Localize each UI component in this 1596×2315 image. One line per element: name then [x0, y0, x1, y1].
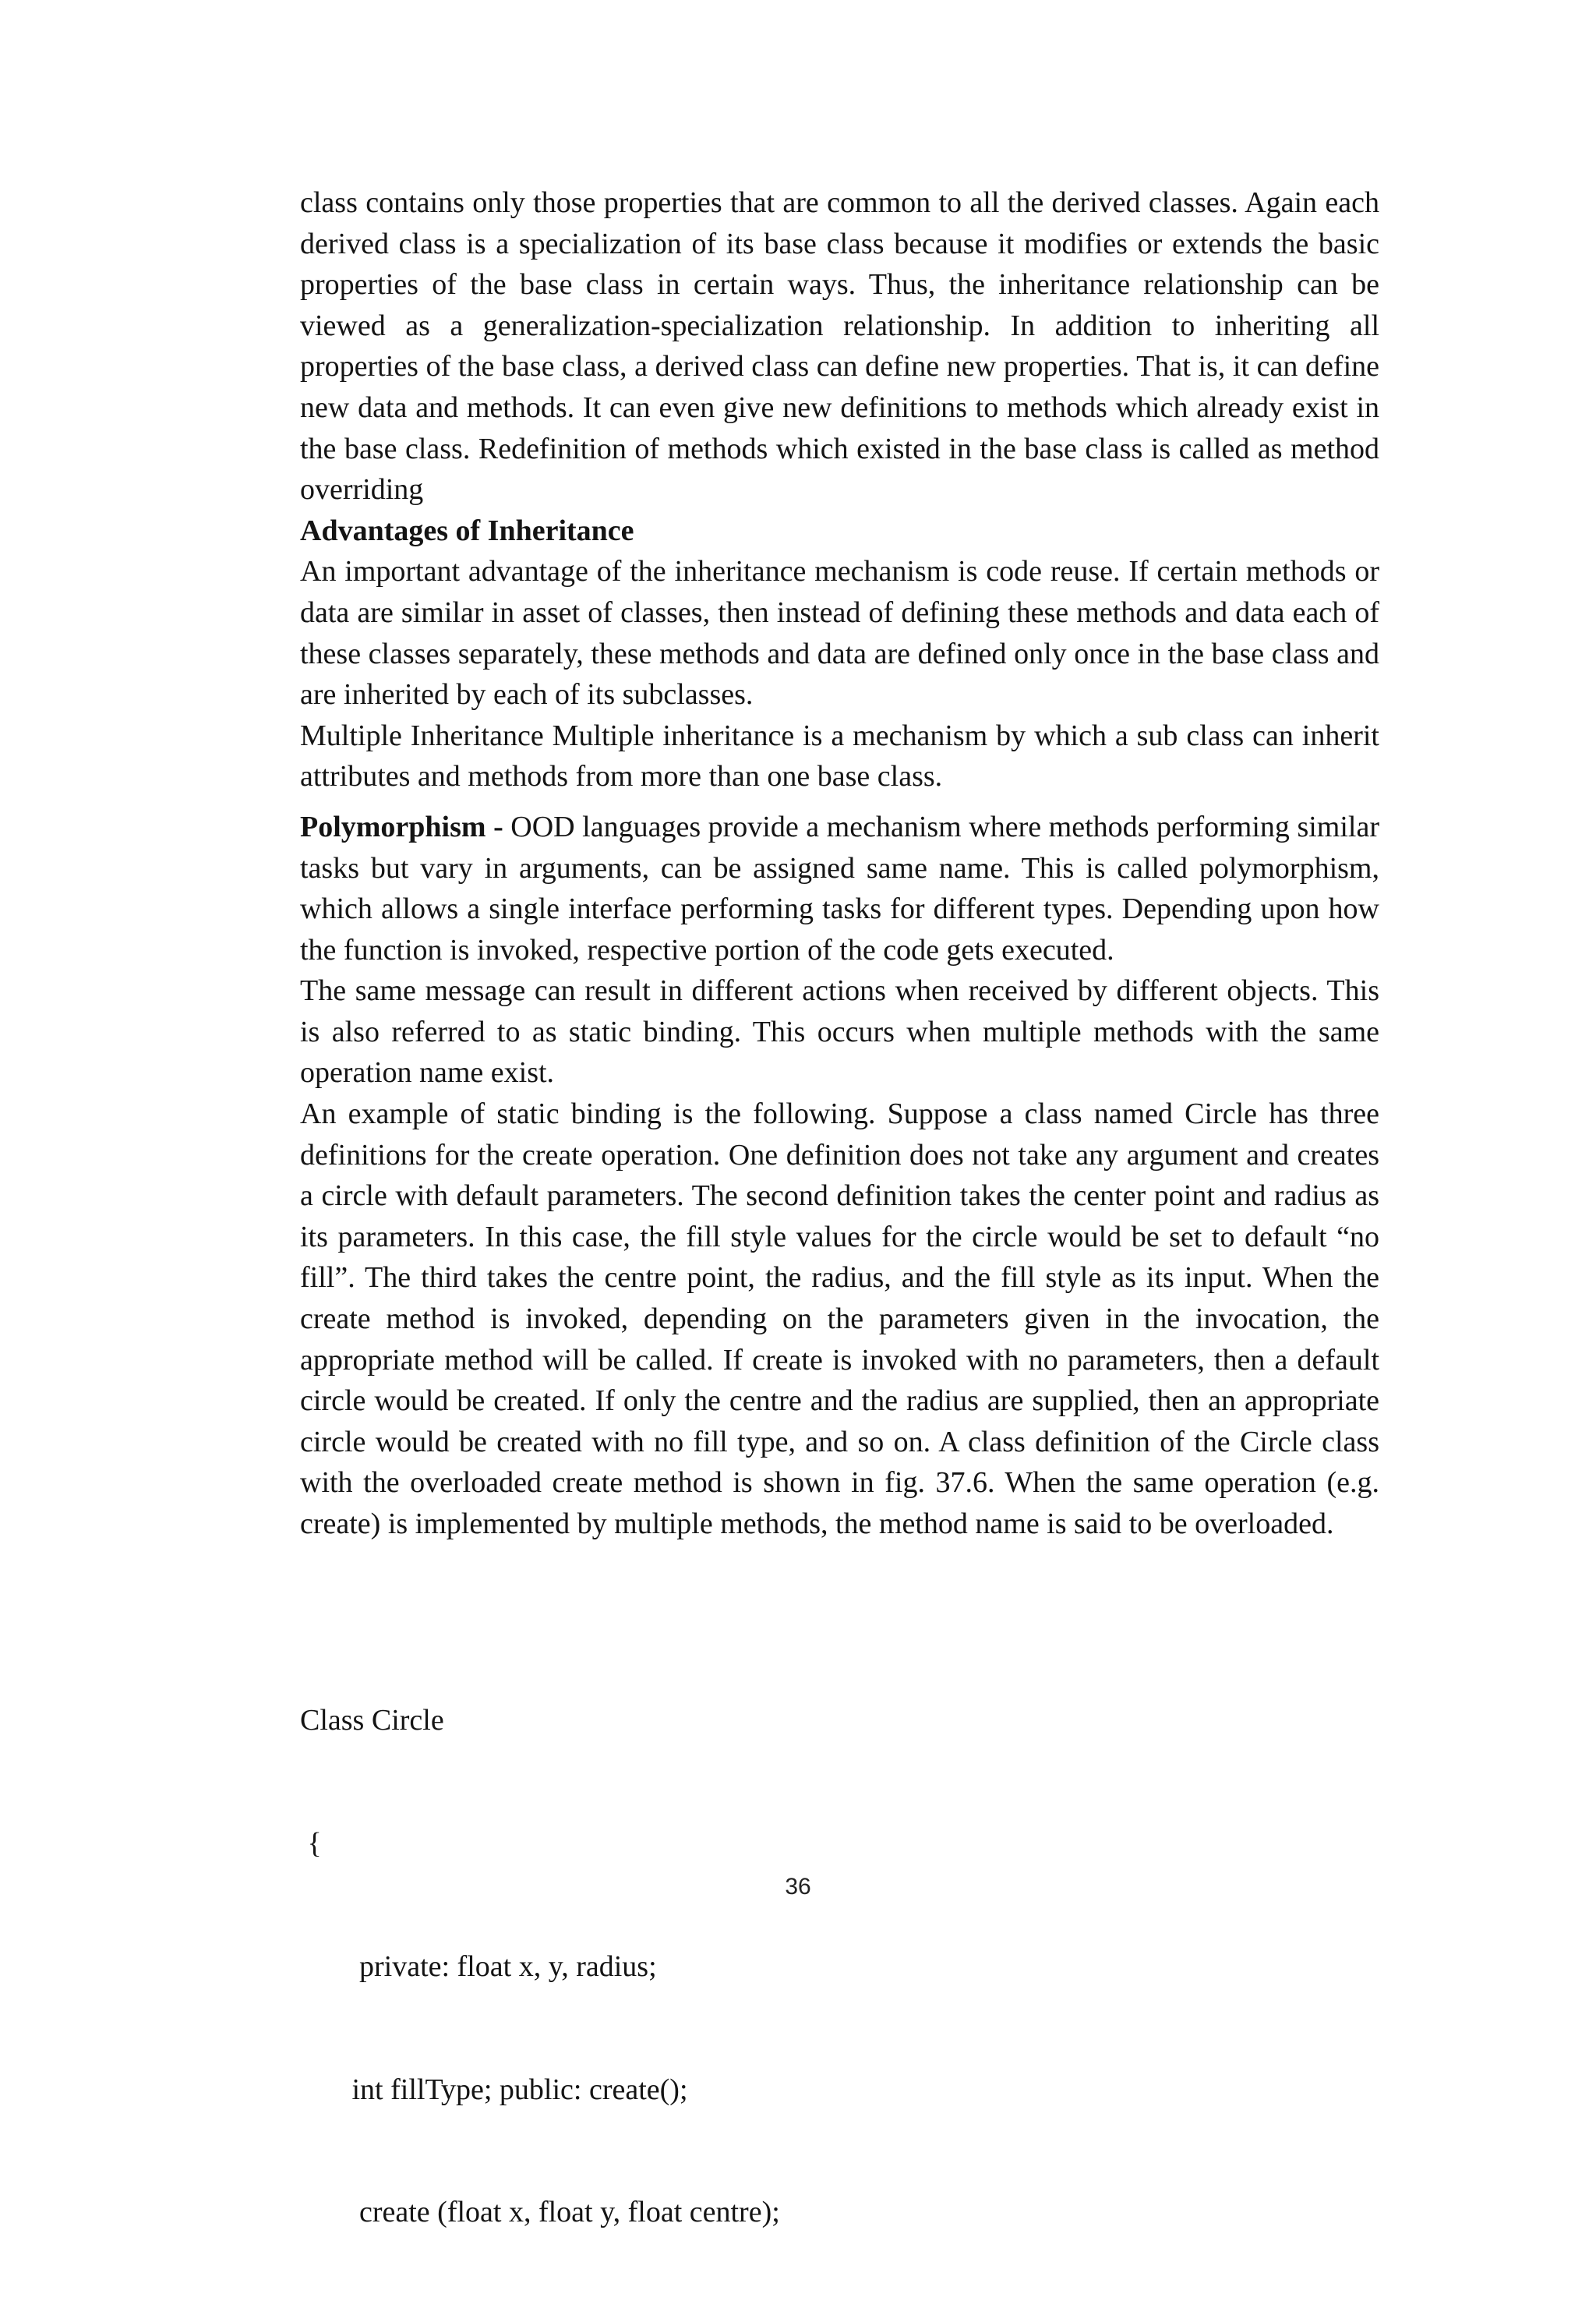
code-line: int fillType; public: create();: [300, 2073, 688, 2106]
bullet-multiple-inheritance: [300, 716, 1379, 797]
advantages-paragraph: An important advantage of the inheritance mechanism is code reuse. If certain methods or data are similar in asset of classes, then instead of defining these methods and data each of these classes separately, these methods and data are defined only once in the base class and are inherited by each of its subclasses.: [300, 555, 1379, 712]
bullet-text: [300, 807, 1379, 970]
bullet-body: OOD languages provide a mechanism where methods performing similar tasks but vary in arguments, can be assigned same name. This is called polymorphism, which allows a single interface performing tasks for different types. Depending upon how the function is invoked, respective portion of the code gets executed.: [300, 810, 1379, 967]
code-line: private: float x, y, radius;: [300, 1949, 657, 1983]
body-text: [300, 182, 1379, 1545]
page-number: 36: [785, 1874, 811, 1900]
code-line: create (float x, float y, float centre);: [300, 2196, 780, 2229]
bullet-lead: Polymorphism -: [300, 810, 511, 843]
example-paragraph: An example of static binding is the following. Suppose a class named Circle has three definitions for the create operation. One definition does not take any argument and creates a circle with default parameters. The second definition takes the center point and radius as its parameters. In this case, the fill style values for the circle would be set to default “no fill”. The third takes the centre point, the radius, and the fill style as its input. When the create method is invoked, depending on the parameters given in the invocation, the appropriate method will be called. If create is invoked with no parameters, then a default circle would be created. If only the centre and the radius are supplied, then an appropriate circle would be created with no fill type, and so on. A class definition of the Circle class with the overloaded create method is shown in fig. 37.6. When the same operation (e.g. create) is implemented by multiple methods, the method name is said to be overloaded.: [300, 1097, 1379, 1540]
intro-paragraph: class contains only those properties that are common to all the derived classes. Again each derived class is a specialization of its base class because it modifies or extends the basic properties of the base class in certain ways. Thus, the inheritance relationship can be viewed as a generalization-specialization relationship. In addition to inheriting all properties of the base class, a derived class can define new properties. That is, it can define new data and methods. It can even give new definitions to methods which already exist in the base class. Redefinition of methods which existed in the base class is called as method overriding: [300, 186, 1379, 507]
code-line: Class Circle: [300, 1704, 444, 1737]
advantages-heading: Advantages of Inheritance: [300, 514, 634, 547]
static-binding-paragraph: The same message can result in different actions when received by different objects. This is also referred to as static binding. This occurs when multiple methods with the same operation name exist.: [300, 974, 1379, 1090]
bullet-polymorphism: [300, 807, 1379, 970]
code-listing: [300, 1618, 1379, 2315]
code-line: {: [300, 1826, 322, 1860]
bullet-text: Multiple Inheritance Multiple inheritance is a mechanism by which a sub class can inherit attributes and methods from more than one base class.: [300, 719, 1379, 793]
